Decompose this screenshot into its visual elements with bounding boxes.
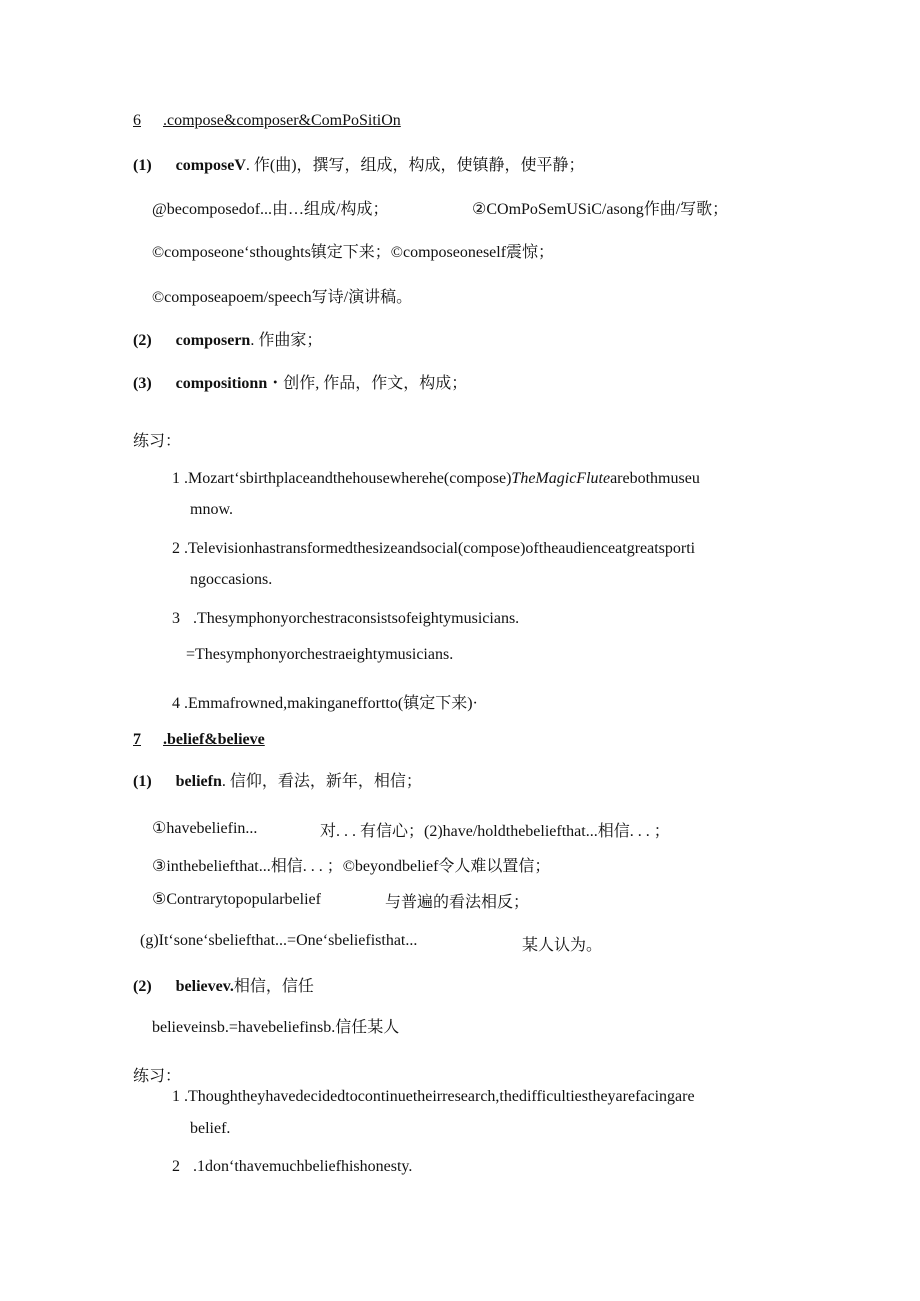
item-term: compositionn <box>175 375 268 392</box>
section-6-title: .compose&composer&ComPoSitiOn <box>163 112 401 129</box>
s6-sub-1a: @becomposedof...由…组成/构成； <box>152 201 389 218</box>
item-term: beliefn <box>175 773 222 790</box>
s7-sub-2: ③inthebeliefthat...相信. . . ；©beyondbelief令人难以置信； <box>152 858 551 875</box>
item-definition: . 作(曲)，撰写，组成，构成，使镇静，使平静； <box>245 157 585 174</box>
item-definition: . 作曲家； <box>250 332 323 349</box>
question-text: .Mozart‘sbirthplaceandthehousewherehe(compose) <box>184 470 512 487</box>
item-number: (1) <box>133 773 152 790</box>
s7-sub-4b: 某人认为。 <box>522 937 603 954</box>
question-text: .Emmafrowned,makinganeffortto(镇定下来)· <box>184 695 478 712</box>
s6-item-1 <box>133 152 585 175</box>
s7-item-1 <box>133 768 422 791</box>
exercise-1-label: 练习： <box>133 433 182 450</box>
ex1-q1-continuation: mnow. <box>190 501 233 518</box>
s6-sub-3: ©composeapoem/speech写诗/演讲稿。 <box>152 289 413 306</box>
question-number: 1 <box>172 470 180 487</box>
s6-sub-2: ©composeone‘sthoughts镇定下来；©composeoneself震惊； <box>152 244 555 261</box>
item-definition: ・创作, 作品，作文，构成； <box>267 375 468 392</box>
ex1-q1 <box>172 470 700 488</box>
item-term: believev. <box>175 978 234 995</box>
section-6-number: 6 <box>133 112 141 129</box>
s6-item-2 <box>133 327 322 350</box>
ex1-q2 <box>172 540 695 558</box>
item-definition: . 信仰，看法，新年，相信； <box>221 773 422 790</box>
s7-sub-5: believeinsb.=havebeliefinsb.信任某人 <box>152 1019 400 1036</box>
question-text: .Thesymphonyorchestraconsistsofeightymusicians. <box>193 610 520 627</box>
s7-sub-4a: (g)It‘sone‘sbeliefthat...=One‘sbeliefisthat... <box>140 932 418 949</box>
section-7-number: 7 <box>133 731 141 748</box>
ex1-q4 <box>172 690 478 713</box>
question-text: .Televisionhastransformedthesizeandsocial(compose)oftheaudienceatgreatsporti <box>184 540 696 557</box>
ex2-q1-continuation: belief. <box>190 1120 231 1137</box>
s6-item-3 <box>133 370 467 393</box>
item-number: (2) <box>133 332 152 349</box>
ex1-q3-continuation: =Thesymphonyorchestraeightymusicians. <box>186 646 454 663</box>
s7-item-2 <box>133 973 314 996</box>
item-number: (1) <box>133 157 152 174</box>
ex1-q2-continuation: ngoccasions. <box>190 571 273 588</box>
question-number: 3 <box>172 610 180 627</box>
ex2-q1 <box>172 1088 695 1106</box>
section-7-heading <box>133 731 265 749</box>
s7-sub-3a: ⑤Contrarytopopularbelief <box>152 891 321 908</box>
item-number: (2) <box>133 978 152 995</box>
item-term: composeV <box>175 157 246 174</box>
question-number: 2 <box>172 1158 180 1175</box>
s7-sub-3b: 与普遍的看法相反； <box>385 894 530 911</box>
item-number: (3) <box>133 375 152 392</box>
question-number: 4 <box>172 695 180 712</box>
section-6-heading <box>133 112 401 130</box>
section-7-title: .belief&believe <box>163 731 265 748</box>
question-text: .Thoughtheyhavedecidedtocontinuetheirresearch,thedifficultiestheyarefacingare <box>184 1088 695 1105</box>
ex1-q3 <box>172 610 519 628</box>
exercise-2-label: 练习： <box>133 1068 182 1085</box>
question-number: 1 <box>172 1088 180 1105</box>
s7-sub-1b: 对. . . 有信心；(2)have/holdthebeliefthat...相信. . . ； <box>320 823 670 840</box>
item-term: composern <box>175 332 251 349</box>
question-text: .1don‘thavemuchbeliefhishonesty. <box>193 1158 413 1175</box>
s6-sub-1b: ②COmPoSemUSiC/asong作曲/写歌； <box>472 201 729 218</box>
s7-sub-1a: ①havebeliefin... <box>152 820 258 837</box>
question-number: 2 <box>172 540 180 557</box>
question-title-italic: TheMagicFlute <box>511 470 611 487</box>
item-definition: 相信，信任 <box>233 978 314 995</box>
question-text-end: arebothmuseu <box>610 470 700 487</box>
ex2-q2 <box>172 1158 412 1176</box>
